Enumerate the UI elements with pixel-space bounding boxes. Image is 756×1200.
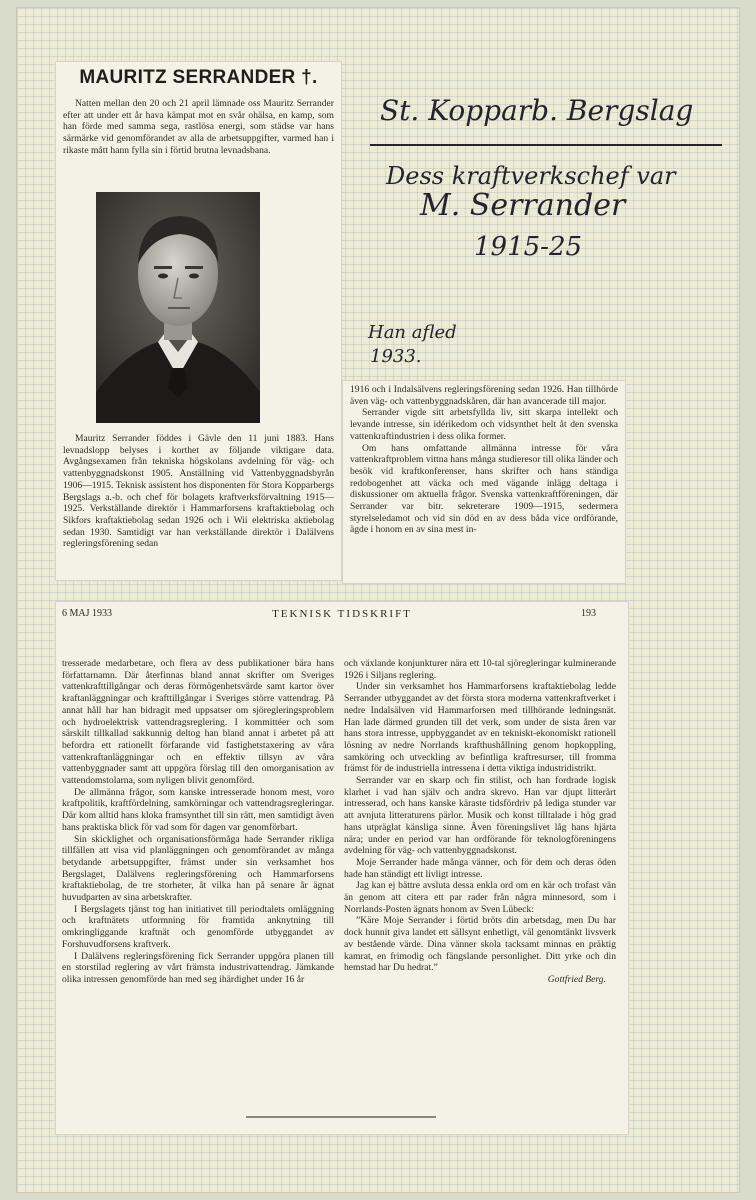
handwriting-role: Dess kraftverkschef var (386, 162, 676, 190)
left-paragraph: I Bergslagets tjänst tog han initiativet till periodtalets omläggning och kraftnätets utformning för framtida anknytning till omkringliggande kraftnät och genomförde utbyggandet av Forshuvudforsens kraftverk. (62, 903, 334, 950)
magazine-right-column (344, 658, 616, 985)
handwriting-note-year: 1933. (370, 346, 422, 367)
obituary-clipping (56, 62, 341, 580)
left-paragraph: De allmänna frågor, som kanske intresserade honom mest, voro kraftpolitik, kraftfördelning, samkörningar och vattendragsregleringar. Där kom alltid hans kloka framsynthet till sin rätt, men samtidigt även hans praktiska blick för vad som för dagen var genomförbart. (62, 786, 334, 833)
right-paragraph: och växlande konjunkturer nära ett 10-tal sjöregleringar kulminerande 1926 i Siljans reglering. (344, 658, 616, 681)
obituary-title: MAURITZ SERRANDER †. (79, 67, 318, 88)
page-number: 193 (581, 608, 596, 619)
end-rule (246, 1116, 436, 1118)
handwriting-underline (370, 144, 722, 146)
obituary-body: Mauritz Serrander föddes i Gävle den 11 juni 1883. Hans levnadslopp belyses i korthet av följande viktigare data. Avgångsexamen från tekniska högskolans avdelning för väg- och vattenbyggnadskonst 1905. Anställning vid Vattenbyggnadsbyrån 1906—1915. Teknisk assistent hos disponenten för Stora Kopparbergs Bergslags a.-b. och chef för bolagets kraftverksförvaltning 1915—1925. Verkställande direktör i Hammarforsens kraftaktiebolag och Sikfors kraftaktiebolag sedan 1926 och i Wii elektriska aktiebolag sedan 1930. Samtidigt var han verkställande direktör i Dalälvens regleringsförening sedan (63, 433, 334, 550)
right-paragraph: Under sin verksamhet hos Hammarforsens kraftaktiebolag ledde Serrander utbyggandet av det första stora moderna vattenkraftverket i nedre Indalsälven vid Hammarforsen med tillhörande ledningsnät. Han lade därmed grunden till det verk, som under de sista åren var hans stora intresse, uppbyggandet av en tekniskt-ekonomiskt rationell lösning av nedre Norrlands krafthushållning genom hopkoppling, samköring och utveckling av befintliga kraftresurser, till fromma främst för de industriella intressena i detta viktiga industridistrikt. (344, 681, 616, 775)
portrait-image (96, 192, 260, 423)
continuation-clipping (343, 381, 625, 583)
continuation-p1: 1916 och i Indalsälvens regleringsförening sedan 1926. Han tillhörde även väg- och vattenbyggnadskåren, där han avancerade till major. (350, 384, 618, 407)
magazine-title: TEKNISK TIDSKRIFT (272, 608, 412, 620)
right-paragraph: Serrander var en skarp och fin stilist, och han fordrade logisk klarhet i vad han själv och andra skrevo. Han var djupt litterärt intresserad, och hans kanske käraste tidsfördriv på lediga stunder var att avnjuta litteraturens pärlor. Musik och konst tilltalade i hög grad hans utpräglat känsliga sinne. Även föreningslivet låg hans hjärta nära; under en period var han ordförande för teknologföreningens avdelning för väg- och vattenbyggnadskonst. (344, 775, 616, 857)
right-paragraph: Moje Serrander hade många vänner, och för dem och deras öden hade han ständigt ett livligt intresse. (344, 856, 616, 880)
continuation-p2: Serrander vigde sitt arbetsfyllda liv, sitt skarpa intellekt och levande intresse, sin idérikedom och vidsynthet helt åt den svenska vattenkraftindustrien i dess olika former. (350, 407, 618, 442)
handwriting-company: St. Kopparb. Bergslag (380, 94, 694, 127)
portrait-photo (96, 192, 260, 423)
issue-date: 6 MAJ 1933 (62, 608, 113, 619)
left-paragraph: tresserade medarbetare, och flera av dess publikationer bära hans författarnamn. Där återfinnas bland annat skrifter om Sveriges vattenkrafttillgångar och deras förmögenhetsvärde samt kartor över kraftanläggningar och krafttillgångar i Sveriges större vattendrag. På annat håll har han bidragit med uppsatser om sjöregleringsproblem och hydroelektrisk vattendragsreglering. I kommittéer och som särskilt tillkallad sakkunnig deltog han bland annat i arbetet på att befordra ett rationellt förfarande vid fastighetstaxering av våra vattenkraftanläggningar och en effektiv tillsyn av våra vattenbyggnader samt att uppgöra förslag till den omorganisation av vattendomstolarna, som nyligen blivit genomförd. (62, 658, 334, 787)
right-paragraph: Jag kan ej bättre avsluta dessa enkla ord om en kär och trofast vän än genom att citera ett par rader från några minnesord, som i Norrlands-Posten ägnats honom av Sven Lübeck: (344, 880, 616, 915)
left-paragraph: I Dalälvens regleringsförening fick Serrander uppgöra planen till en storstilad reglering av vårt främsta industrivattendrag. Jämkande olika intressen genomförde han med seg ihärdighet under 16 år (62, 950, 334, 985)
handwriting-name: M. Serrander (420, 188, 626, 223)
right-paragraph: ”Käre Moje Serrander i förtid bröts din arbetsdag, men Du har dock hunnit giva landet ett sällsynt enhetligt, väl genomtänkt livsverk av bestående värde. Dina vänner skola tacksamt minnas en präktig kamrat, en frimodig och fängslande personlighet. Ditt yrke och din hemstad har Du hedrat.” (344, 915, 616, 974)
magazine-header (56, 608, 628, 622)
obituary-intro: Natten mellan den 20 och 21 april lämnade oss Mauritz Serrander efter att under ett år hava kämpat mot en svår ohälsa, en kamp, som han förde med samma sega, rastlösa energi, som städse var hans särmärke vid genomförandet av alla de arbetsuppgifter, varmed han i rikaste mått hann fylla sin i förtid brutna levnadsbana. (63, 98, 334, 156)
continuation-p3: Om hans omfattande allmänna intresse för våra vattenkraftproblem vittna hans många studieresor till olika länder och besök vid kraftkonferenser, hans skrifter och hans ständiga redobogenhet att väcka och med vägande inlägg deltaga i diskussioner om aktuella frågor. Svenska vattenkraftföreningen, där Serrander var bitr. sekreterare 1909—1915, sedermera styrelseledamot och vid sin död en av dess båda vice ordförande, ägde i honom en av sina mest in- (350, 442, 618, 536)
magazine-left-column (62, 658, 334, 986)
handwriting-note-died: Han afled (368, 322, 457, 343)
magazine-clipping (56, 602, 628, 1134)
author-signature: Gottfried Berg. (547, 973, 606, 985)
handwriting-years: 1915-25 (474, 232, 583, 262)
left-paragraph: Sin skicklighet och organisationsförmåga hade Serrander rikliga tillfällen att visa vid planläggningen och genomförandet av många betydande arbetsuppgifter, främst under sin verksamhet hos Bergslaget, Dalälvens regleringsförening och Hammarforsens kraftaktiebolag, de tre storheter, åt vilka han på senare år ägnat huvudparten av sina arbetskrafter. (62, 833, 334, 904)
